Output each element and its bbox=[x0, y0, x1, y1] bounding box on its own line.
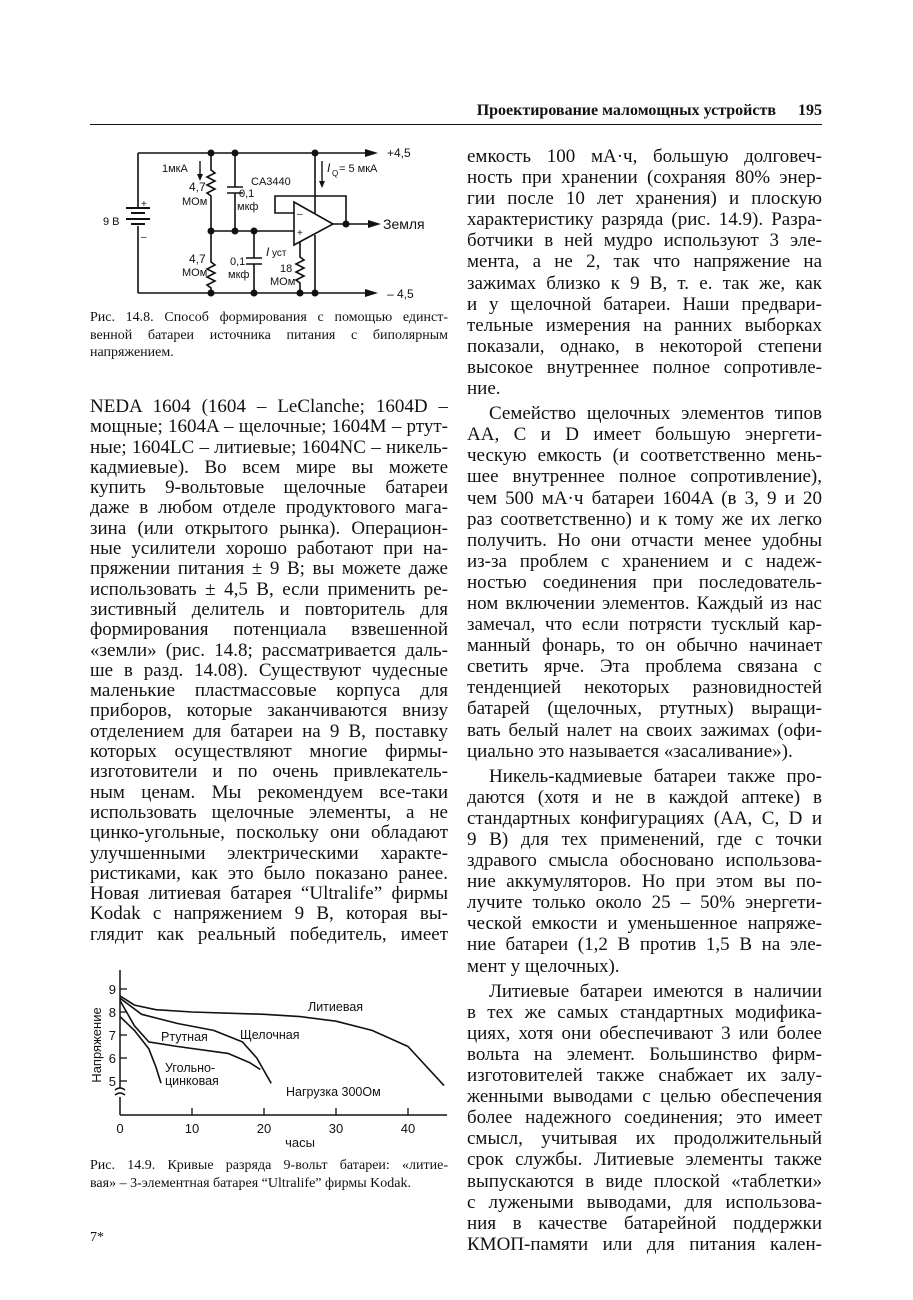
y-tick-label: 8 bbox=[108, 1005, 116, 1020]
iset-label: I bbox=[266, 245, 270, 259]
paragraph bbox=[467, 403, 822, 762]
text-line: Новая литиевая батарея “Ultralife” фирмы bbox=[90, 884, 448, 905]
r2-unit: МОм bbox=[182, 267, 208, 279]
text-line: даже в любом отделе продуктового мага- bbox=[90, 498, 448, 519]
r3-unit: МОм bbox=[270, 276, 296, 288]
text-line: женными выводами с целью обеспечения bbox=[467, 1086, 822, 1108]
text-line: изготовители и по очень привлекатель- bbox=[90, 762, 448, 783]
signature-mark: 7* bbox=[90, 1230, 104, 1245]
text-line: зистивный делитель и повторитель для bbox=[90, 599, 448, 620]
caption-line: Рис. 14.8. Способ формирования с помощью единст- bbox=[90, 310, 448, 325]
iq-value: = 5 мкА bbox=[339, 163, 378, 175]
text-line: улучшенными электрическими характе- bbox=[90, 843, 448, 864]
text-line: ность при хранении (сохраняя 80% энер- bbox=[467, 167, 822, 189]
text-line: «земли» (рис. 14.8; рассматривается даль- bbox=[90, 640, 448, 661]
header-title: Проектирование маломощных устройств bbox=[476, 102, 776, 119]
text-line: Kodak с напряжением 9 В, которая вы- bbox=[90, 904, 448, 925]
iq-label: I bbox=[327, 161, 331, 175]
page-number: 195 bbox=[798, 102, 822, 119]
text-line: получить. Но они отчасти менее удобны bbox=[467, 529, 822, 551]
caption-line: напряжением. bbox=[90, 345, 174, 360]
x-tick-label: 10 bbox=[184, 1121, 200, 1136]
minus-rail-label: – 4,5 bbox=[387, 287, 414, 301]
text-line: зажимах близко к 9 В, т. е. так же, как bbox=[467, 272, 822, 294]
text-line: вольта на элемент. Большинство фирм- bbox=[467, 1043, 822, 1065]
x-tick-label: 20 bbox=[256, 1121, 272, 1136]
text-line: кадмиевые). Во всем мире вы можете bbox=[90, 457, 448, 478]
right-column bbox=[467, 146, 822, 1259]
text-line: зина (или открытого рынка). Операцион- bbox=[90, 518, 448, 539]
text-line: даются (хотя и не в каждой аптеке) в bbox=[467, 786, 822, 808]
text-line: более надежного соединения; это имеет bbox=[467, 1107, 822, 1129]
text-line: ным ценам. Мы рекомендуем все-таки bbox=[90, 782, 448, 803]
text-line: характеристику разряда (рис. 14.9). Разра- bbox=[467, 209, 822, 231]
text-line: ние батареи (1,2 В против 1,5 В на эле- bbox=[467, 934, 822, 956]
text-line: чем 500 мА·ч батареи 1604A (в 3, 9 и 20 bbox=[467, 487, 822, 509]
text-line: мент у щелочных). bbox=[467, 955, 620, 977]
plus-rail-label: +4,5 bbox=[387, 146, 411, 160]
text-line: емкость 100 мА·ч, большую долговеч- bbox=[467, 146, 822, 167]
text-line: КМОП-памяти или для питания кален- bbox=[467, 1233, 822, 1255]
discharge-chart-fig-14-9 bbox=[80, 965, 460, 1155]
load-annotation: Нагрузка 300Ом bbox=[286, 1085, 381, 1099]
x-tick-label: 30 bbox=[328, 1121, 344, 1136]
inverting-input: – bbox=[297, 209, 303, 220]
text-line: Литиевые батареи имеются в наличии bbox=[489, 980, 822, 1002]
iq-subscript: Q bbox=[332, 169, 339, 178]
text-line: вать белый налет на своих зажимах (офи- bbox=[467, 719, 822, 741]
text-line: Никель-кадмиевые батареи также про- bbox=[489, 765, 822, 787]
text-line: из-за проблем с хранением и с надеж- bbox=[467, 550, 822, 572]
text-line: маленькие пластмассовые корпуса для bbox=[90, 681, 448, 702]
series-line-3 bbox=[120, 1017, 161, 1084]
text-line: выпускаются в виде плоской «таблетки» bbox=[467, 1170, 822, 1192]
text-line: тельные измерения на ранних выборках bbox=[467, 314, 822, 336]
caption-line: вая» – 3-элементная батарея “Ultralife” фирмы Kodak. bbox=[90, 1175, 411, 1191]
text-line: приборов, которые заканчиваются внизу bbox=[90, 701, 448, 722]
y-tick-label: 5 bbox=[108, 1074, 116, 1089]
noninverting-input: + bbox=[297, 228, 303, 239]
text-line: и у щелочной батареи. Наши предвари- bbox=[467, 293, 822, 315]
left-column bbox=[90, 397, 448, 949]
paragraph bbox=[467, 981, 822, 1255]
figure-14-8-caption bbox=[90, 309, 448, 362]
x-tick-label: 0 bbox=[116, 1121, 124, 1136]
paragraph bbox=[467, 146, 822, 399]
c1-value: 0,1 bbox=[239, 188, 255, 200]
text-line: показали, однако, в некоторой степени bbox=[467, 335, 822, 357]
c1-unit: мкф bbox=[237, 201, 259, 213]
text-line: пряжении питания ± 9 В; вы можете даже bbox=[90, 559, 448, 580]
series-label: Ртутная bbox=[161, 1030, 208, 1044]
r1-unit: МОм bbox=[182, 196, 208, 208]
text-line: ботчики в ней мудро используют 3 эле- bbox=[467, 230, 822, 252]
r1-value: 4,7 bbox=[189, 180, 206, 194]
text-line: светить ярче. Эта проблема связана с bbox=[467, 656, 822, 678]
text-line: ном включении элементов. Каждый из нас bbox=[467, 592, 822, 614]
text-line: высокое внутреннее полное сопротивле- bbox=[467, 356, 822, 378]
text-line: 9 В) для тех применений, где с точки bbox=[467, 829, 822, 850]
text-line: использовать щелочные элементы, а не bbox=[90, 802, 448, 823]
text-line: раз соответственно) и к тому же их легко bbox=[467, 508, 822, 530]
text-line: шее внутреннее полное сопротивление), bbox=[467, 466, 822, 488]
circuit-diagram-fig-14-8 bbox=[90, 140, 450, 310]
text-line: ния в качестве батарейной поддержки bbox=[467, 1212, 822, 1234]
series-label: цинковая bbox=[165, 1074, 219, 1088]
text-line: цинко-угольные, поскольку они обладают bbox=[90, 823, 448, 844]
text-line: формирования потенциала взвешенной bbox=[90, 620, 448, 641]
text-line: циально это называется «засаливание»). bbox=[467, 740, 793, 762]
current-label: 1мкА bbox=[162, 163, 188, 175]
paragraph bbox=[467, 766, 822, 977]
text-line: NEDA 1604 (1604 – LeClanche; 1604D – bbox=[90, 397, 448, 417]
series-label: Угольно- bbox=[165, 1061, 216, 1075]
running-header bbox=[90, 100, 822, 125]
text-line: глядит как реальный победитель, имеет bbox=[90, 924, 448, 945]
text-line: ние. bbox=[467, 378, 501, 400]
text-line: ше в разд. 14.08). Существуют чудесные bbox=[90, 660, 448, 681]
y-tick-label: 9 bbox=[108, 982, 116, 997]
text-line: срок службы. Литиевые элементы также bbox=[467, 1149, 822, 1171]
battery-label: 9 В bbox=[103, 216, 120, 228]
r3-value: 18 bbox=[280, 263, 293, 275]
text-line: использовать ± 4,5 В, если применить ре- bbox=[90, 579, 448, 600]
text-line: изготовителей также снабжает их залу- bbox=[467, 1065, 822, 1087]
r2-value: 4,7 bbox=[189, 252, 206, 266]
ground-label: Земля bbox=[383, 216, 425, 232]
text-line: смысл, учитывая их продолжительный bbox=[467, 1128, 822, 1150]
text-line: Семейство щелочных элементов типов bbox=[489, 403, 822, 425]
paragraph bbox=[90, 397, 448, 945]
y-axis-label: Напряжение bbox=[89, 1007, 104, 1083]
text-line: циях, хотя они обеспечивают 3 или более bbox=[467, 1022, 822, 1044]
text-line: манный фонарь, то он обычно начинает bbox=[467, 635, 822, 657]
series-label: Литиевая bbox=[308, 1000, 364, 1014]
text-line: ристиками, как это было показано ранее. bbox=[90, 863, 448, 884]
series-label: Щелочная bbox=[240, 1028, 300, 1042]
caption-line: венной батареи источника питания с биполярным bbox=[90, 327, 448, 343]
battery-plus: + bbox=[141, 199, 147, 210]
chip-label: CA3440 bbox=[251, 176, 291, 188]
text-line: с лужеными выводами, для использова- bbox=[467, 1191, 822, 1213]
text-line: ные; 1604LC – литиевые; 1604NC – никель- bbox=[90, 437, 448, 458]
text-line: тенденцией некоторых разновидностей bbox=[467, 677, 822, 699]
text-line: мента, а не 2, так что напряжение на bbox=[467, 251, 822, 273]
text-line: лучите только около 25 – 50% энергети- bbox=[467, 892, 822, 914]
text-line: ние аккумуляторов. Но при этом вы по- bbox=[467, 871, 822, 893]
text-line: замечал, что если потрясти тусклый кар- bbox=[467, 614, 822, 636]
text-line: которых осуществляют многие фирмы- bbox=[90, 742, 448, 763]
iset-subscript: уст bbox=[272, 248, 287, 259]
text-line: стандартных конфигурациях (AA, C, D и bbox=[467, 807, 822, 829]
c2-unit: мкф bbox=[228, 269, 250, 281]
y-tick-label: 6 bbox=[108, 1051, 116, 1066]
figure-14-9-caption bbox=[90, 1157, 448, 1192]
text-line: здравого смысла обосновано использова- bbox=[467, 850, 822, 872]
text-line: гии после 10 лет хранения) и плоскую bbox=[467, 188, 822, 210]
text-line: ческой емкости и уменьшенное напряже- bbox=[467, 913, 822, 935]
text-line: ческую емкость (и соответственно мень- bbox=[467, 445, 822, 467]
text-line: батарей (щелочных, ртутных) выращи- bbox=[467, 698, 822, 720]
text-line: отделением для батареи на 9 В, поставку bbox=[90, 721, 448, 742]
text-line: ные усилители хорошо работают при на- bbox=[90, 539, 448, 560]
battery-minus: – bbox=[141, 232, 147, 243]
text-line: мощные; 1604A – щелочные; 1604M – ртут- bbox=[90, 417, 448, 438]
text-line: ностью соединения при последователь- bbox=[467, 571, 822, 593]
text-line: в тех же самых стандартных модифика- bbox=[467, 1001, 822, 1023]
text-line: купить 9-вольтовые щелочные батареи bbox=[90, 478, 448, 499]
x-axis-label: часы bbox=[285, 1135, 315, 1150]
caption-line: Рис. 14.9. Кривые разряда 9-вольт батареи: «литие- bbox=[90, 1158, 448, 1173]
x-tick-label: 40 bbox=[400, 1121, 416, 1136]
c2-value: 0,1 bbox=[230, 256, 246, 268]
text-line: AA, C и D имеет большую энергети- bbox=[467, 424, 822, 446]
y-tick-label: 7 bbox=[108, 1028, 116, 1043]
